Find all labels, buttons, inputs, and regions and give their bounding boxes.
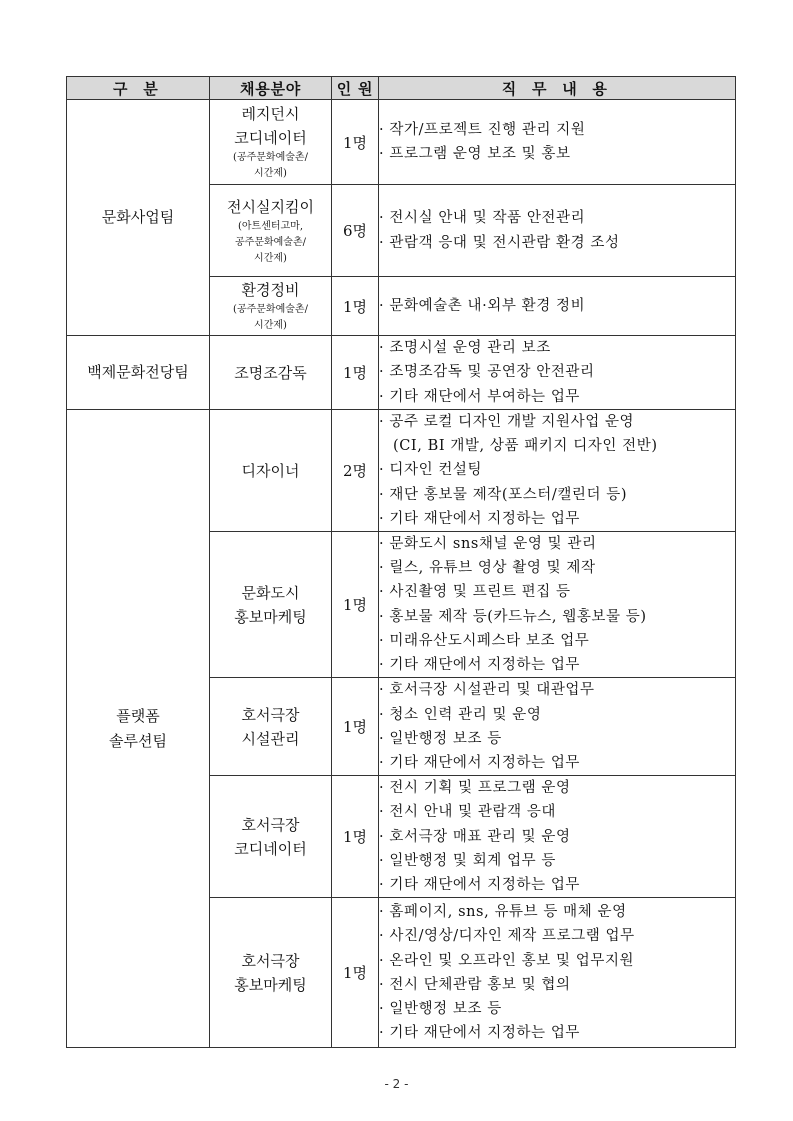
duties-cell <box>379 336 736 410</box>
duty-item: · 기타 재단에서 지정하는 업무 <box>379 653 735 677</box>
text-line: 시설관리 <box>241 729 300 748</box>
duties-cell <box>379 185 736 277</box>
field-note: (아트센터고마, 공주문화예술촌/ 시간제) <box>235 220 306 264</box>
field-cell <box>210 898 332 1048</box>
team-cell <box>67 336 210 410</box>
duty-item: · 공주 로컬 디자인 개발 지원사업 운영 <box>379 410 735 434</box>
duty-item: · 홈페이지, sns, 유튜브 등 매체 운영 <box>379 900 735 924</box>
field-cell <box>210 185 332 277</box>
header-count: 인 원 <box>332 77 379 100</box>
headcount-cell: 1명 <box>332 100 379 185</box>
table-row <box>67 336 736 410</box>
text-line: 백제문화전당팀 <box>87 363 189 381</box>
page-number: - 2 - <box>384 1077 409 1091</box>
duty-item: · 문화도시 sns채널 운영 및 관리 <box>379 532 735 556</box>
team-cell <box>67 410 210 1048</box>
duty-item: · 호서극장 시설관리 및 대관업무 <box>379 678 735 702</box>
text-line: 호서극장 <box>241 705 300 724</box>
duties-list <box>379 410 735 531</box>
headcount-cell: 1명 <box>332 532 379 678</box>
duty-item: · 조명시설 운영 관리 보조 <box>379 336 735 360</box>
duties-list <box>379 900 735 1045</box>
field-cell <box>210 410 332 532</box>
header-duties: 직 무 내 용 <box>379 77 736 100</box>
recruitment-table <box>66 76 736 1048</box>
duty-item: · 청소 인력 관리 및 운영 <box>379 703 735 727</box>
headcount-cell: 6명 <box>332 185 379 277</box>
text-line: 문화사업팀 <box>101 208 175 226</box>
duty-item: · 기타 재단에서 부여하는 업무 <box>379 385 735 409</box>
duty-item: · 관람객 응대 및 전시관람 환경 조성 <box>379 231 735 255</box>
duties-cell <box>379 776 736 898</box>
duty-item: (CI, BI 개발, 상품 패키지 디자인 전반) <box>393 438 658 455</box>
text-line: 코디네이터 <box>234 129 307 147</box>
duty-item: · 전시 단체관람 홍보 및 협의 <box>379 973 735 997</box>
text-line: 디자이너 <box>241 461 300 480</box>
duty-item: · 전시 안내 및 관람객 응대 <box>379 800 735 824</box>
team-cell <box>67 100 210 336</box>
duties-list <box>379 678 735 775</box>
table-row <box>67 100 736 185</box>
text-line: 전시실지킴이 <box>227 197 314 216</box>
headcount-cell: 1명 <box>332 277 379 336</box>
duty-item: · 일반행정 및 회계 업무 등 <box>379 849 735 873</box>
duty-item: · 일반행정 보조 등 <box>379 727 735 751</box>
duties-list <box>379 336 735 409</box>
field-note: (공주문화예술촌/ 시간제) <box>233 152 308 179</box>
duty-item: · 홍보물 제작 등(카드뉴스, 웹홍보물 등) <box>379 605 735 629</box>
headcount-cell: 1명 <box>332 776 379 898</box>
duty-item: · 작가/프로젝트 진행 관리 지원 <box>379 118 735 142</box>
duty-item: · 기타 재단에서 지정하는 업무 <box>379 873 735 897</box>
duty-item: · 기타 재단에서 지정하는 업무 <box>379 1021 735 1045</box>
duty-item: · 릴스, 유튜브 영상 촬영 및 제작 <box>379 556 735 580</box>
field-cell <box>210 532 332 678</box>
duty-item: · 사진촬영 및 프린트 편집 등 <box>379 580 735 604</box>
field-cell <box>210 776 332 898</box>
field-cell <box>210 277 332 336</box>
duty-item: · 디자인 컨설팅 <box>379 458 735 482</box>
field-cell <box>210 336 332 410</box>
field-note: (공주문화예술촌/ 시간제) <box>233 304 308 331</box>
table-header-row <box>67 77 736 100</box>
field-cell <box>210 100 332 185</box>
field-cell <box>210 678 332 776</box>
duties-cell <box>379 532 736 678</box>
text-line: 환경정비 <box>241 281 300 299</box>
duties-cell <box>379 678 736 776</box>
duty-item: · 호서극장 매표 관리 및 운영 <box>379 825 735 849</box>
duties-list <box>379 206 735 254</box>
duty-item: · 전시실 안내 및 작품 안전관리 <box>379 206 735 230</box>
text-line: 코디네이터 <box>234 839 307 858</box>
table-row <box>67 410 736 532</box>
duties-list <box>379 532 735 677</box>
text-line: 홍보마케팅 <box>234 607 307 626</box>
duty-item: · 미래유산도시페스타 보조 업무 <box>379 629 735 653</box>
duties-cell <box>379 410 736 532</box>
header-field: 채용분야 <box>210 77 332 100</box>
duties-cell <box>379 277 736 336</box>
duty-item: · 재단 홍보물 제작(포스터/캘린더 등) <box>379 483 735 507</box>
duties-cell <box>379 100 736 185</box>
text-line: 솔루션팀 <box>109 731 167 750</box>
headcount-cell: 1명 <box>332 898 379 1048</box>
duty-item: · 전시 기획 및 프로그램 운영 <box>379 776 735 800</box>
duties-list <box>379 118 735 166</box>
duty-item: · 일반행정 보조 등 <box>379 997 735 1021</box>
text-line: 플랫폼 <box>116 706 160 725</box>
duties-list <box>379 294 735 318</box>
text-line: 조명조감독 <box>234 363 307 382</box>
text-line: 홍보마케팅 <box>234 975 307 994</box>
duty-item: · 기타 재단에서 지정하는 업무 <box>379 507 735 531</box>
headcount-cell: 2명 <box>332 410 379 532</box>
duties-list <box>379 776 735 897</box>
duty-item: · 프로그램 운영 보조 및 홍보 <box>379 142 735 166</box>
headcount-cell: 1명 <box>332 336 379 410</box>
duty-item: · 기타 재단에서 지정하는 업무 <box>379 751 735 775</box>
duty-item: · 온라인 및 오프라인 홍보 및 업무지원 <box>379 949 735 973</box>
text-line: 문화도시 <box>241 583 300 602</box>
duty-item: · 문화예술촌 내·외부 환경 정비 <box>379 294 735 318</box>
duties-cell <box>379 898 736 1048</box>
duty-item: · 조명조감독 및 공연장 안전관리 <box>379 360 735 384</box>
text-line: 호서극장 <box>241 951 300 970</box>
headcount-cell: 1명 <box>332 678 379 776</box>
duty-item: · 사진/영상/디자인 제작 프로그램 업무 <box>379 924 735 948</box>
header-category: 구 분 <box>67 77 210 100</box>
text-line: 호서극장 <box>241 815 300 834</box>
text-line: 레지던시 <box>241 105 300 123</box>
